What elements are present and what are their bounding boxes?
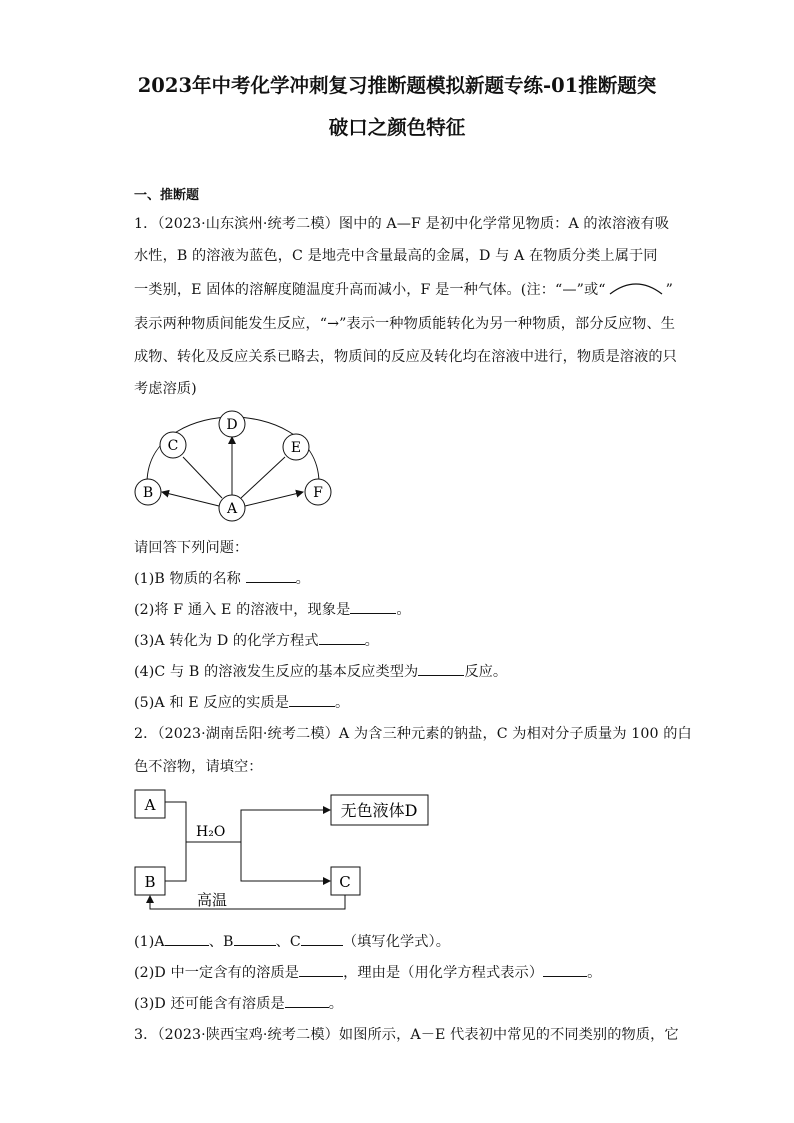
answer-blank[interactable]	[299, 962, 343, 977]
q1-text-line-2: 水性，B 的溶液为蓝色，C 是地壳中含量最高的金属，D 与 A 在物质分类上属于同	[134, 248, 658, 264]
answer-blank[interactable]	[350, 599, 396, 614]
q1-text-line-1: 1．（2023·山东滨州·统考二模）图中的 A—F 是初中化学常见物质：A 的浓溶液有吸	[134, 216, 670, 232]
q1-node-b-label: B	[142, 485, 154, 501]
q1-note-open: 一类别，E 固体的溶解度随温度升高而减小，F 是一种气体。(注：“—”或“	[134, 282, 606, 298]
q2-water-label: H₂O	[196, 824, 226, 840]
q1-text-line-3	[134, 279, 673, 299]
q1-line-a-e	[241, 457, 285, 498]
document-title-line-2: 破口之颜色特征	[328, 116, 466, 139]
q1-text-line-6: 考虑溶质)	[134, 381, 197, 397]
q2-arrow-c-to-b	[150, 895, 345, 909]
q1-s1-end: 。	[295, 571, 310, 587]
document-title-line-1: 2023年中考化学冲刺复习推断题模拟新题专练-01推断题突	[137, 74, 657, 97]
q2-subquestion-2	[134, 962, 601, 982]
q1-text-line-5: 成物、转化及反应关系已略去，物质间的反应及转化均在溶液中进行，物质是溶液的只	[134, 349, 677, 365]
q2-text-line-2: 色不溶物，请填空：	[134, 759, 263, 775]
q2-box-a-label: A	[144, 796, 156, 814]
q2-s3-b: 。	[328, 996, 344, 1012]
q1-arrow-a-to-f	[245, 492, 303, 506]
q1-text-line-4: 表示两种物质间能发生反应，“→”表示一种物质能转化为另一种物质，部分反应物、生	[134, 316, 676, 332]
q2-s2-a: (2)D 中一定含有的溶质是	[134, 965, 300, 981]
q2-s2-b: ，理由是（用化学方程式表示）	[343, 965, 544, 981]
q1-node-e-label: E	[290, 440, 302, 456]
answer-blank[interactable]	[165, 931, 209, 946]
q1-line-a-c	[183, 457, 222, 498]
q2-heat-label: 高温	[197, 891, 228, 909]
q1-relation-diagram	[128, 404, 343, 524]
q1-note-close: ”	[665, 282, 674, 298]
q1-node-b	[135, 479, 161, 505]
answer-blank[interactable]	[289, 692, 335, 707]
section-heading: 一、推断题	[134, 188, 200, 203]
q2-subquestion-3	[134, 993, 343, 1013]
q2-arrow-to-c	[241, 842, 330, 881]
q1-node-a-label: A	[226, 501, 238, 517]
q1-s3-text: (3)A 转化为 D 的化学方程式	[134, 633, 319, 649]
q1-subquestion-1	[134, 568, 310, 588]
q1-s2-text: (2)将 F 通入 E 的溶液中，现象是	[134, 602, 351, 618]
q1-s4-end: 反应。	[464, 664, 508, 680]
q2-connector-a	[165, 802, 186, 881]
q2-s3-a: (3)D 还可能含有溶质是	[134, 996, 285, 1012]
q1-node-a	[219, 495, 245, 521]
q1-node-e	[283, 434, 309, 460]
q1-subquestion-2	[134, 599, 411, 619]
q2-s2-c: 。	[587, 965, 602, 981]
q2-s1-d: （填写化学式）。	[342, 934, 451, 950]
q1-prompt: 请回答下列问题：	[134, 540, 249, 556]
answer-blank[interactable]	[301, 931, 343, 946]
answer-blank[interactable]	[285, 993, 329, 1008]
q1-node-d-label: D	[226, 417, 238, 433]
q1-s1-text: (1)B 物质的名称	[134, 571, 246, 587]
q1-subquestion-4	[134, 661, 507, 681]
q2-arrow-to-d	[241, 810, 330, 842]
q3-text-line-1: 3．（2023·陕西宝鸡·统考二模）如图所示，A－E 代表初中常见的不同类别的物质，它	[134, 1027, 679, 1043]
q2-text-line-1: 2．（2023·湖南岳阳·统考二模）A 为含三种元素的钠盐，C 为相对分子质量为 100 的白	[134, 726, 692, 742]
q2-subquestion-1	[134, 931, 450, 951]
arc-symbol-icon	[606, 280, 666, 296]
q2-box-b-label: B	[144, 873, 156, 891]
q1-subquestion-3	[134, 630, 379, 650]
q2-box-d-label: 无色液体D	[340, 801, 418, 820]
q2-flow-diagram	[130, 785, 440, 915]
q1-s3-end: 。	[364, 633, 379, 649]
answer-blank[interactable]	[246, 568, 296, 583]
q1-node-f-label: F	[313, 485, 323, 501]
q1-s5-text: (5)A 和 E 反应的实质是	[134, 695, 290, 711]
answer-blank[interactable]	[234, 931, 276, 946]
q1-s4-text: (4)C 与 B 的溶液发生反应的基本反应类型为	[134, 664, 419, 680]
answer-blank[interactable]	[543, 962, 587, 977]
q2-s1-c: 、C	[275, 934, 301, 950]
q1-arrow-a-to-b	[162, 492, 219, 506]
q1-node-d	[219, 411, 245, 437]
q1-node-f	[305, 479, 331, 505]
q2-box-c-label: C	[339, 873, 351, 891]
q1-node-c	[160, 432, 186, 458]
answer-blank[interactable]	[319, 630, 365, 645]
q1-subquestion-5	[134, 692, 349, 712]
q1-node-c-label: C	[167, 438, 179, 454]
q2-s1-b: 、B	[208, 934, 234, 950]
q1-s2-end: 。	[396, 602, 411, 618]
q1-s5-end: 。	[335, 695, 350, 711]
q2-s1-a: (1)A	[134, 934, 165, 950]
answer-blank[interactable]	[418, 661, 464, 676]
